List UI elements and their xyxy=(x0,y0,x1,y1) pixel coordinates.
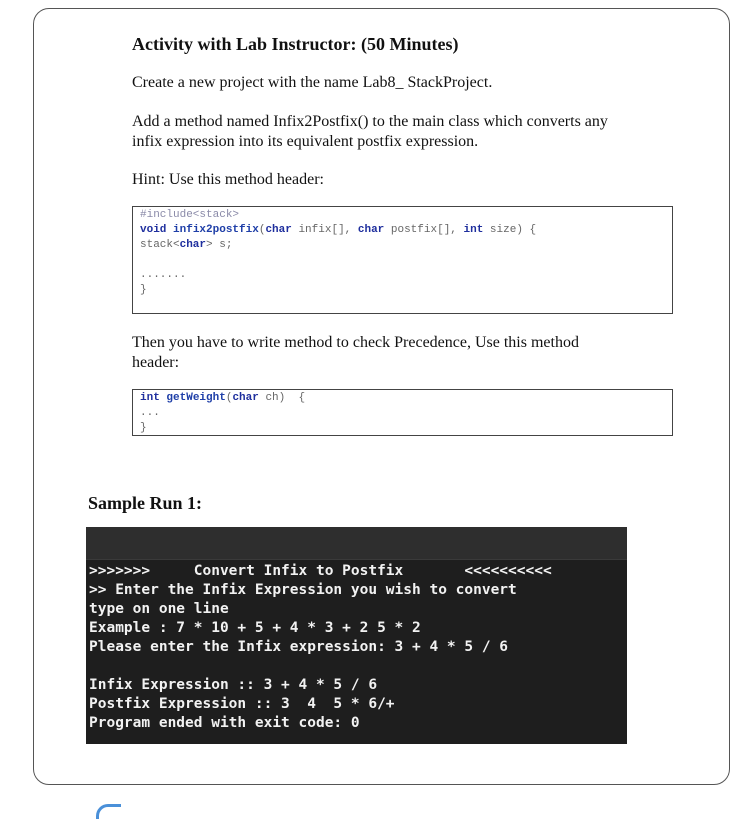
instruction-precedence-line2: header: xyxy=(132,354,180,371)
code-keyword: char xyxy=(179,239,207,251)
instruction-create-project: Create a new project with the name Lab8_ StackProject. xyxy=(132,74,493,91)
hint-text: Hint: Use this method header: xyxy=(132,171,324,188)
code-line xyxy=(140,223,665,238)
code-line xyxy=(140,253,665,268)
code-text: postfix[], xyxy=(384,224,464,236)
terminal-title-bar xyxy=(86,527,627,560)
code-line xyxy=(140,283,665,298)
code-text: ( xyxy=(258,224,266,236)
code-ellipsis: ... xyxy=(140,407,160,419)
code-line xyxy=(140,406,665,421)
code-close-brace: } xyxy=(140,422,147,434)
activity-heading: Activity with Lab Instructor: (50 Minutes) xyxy=(132,34,459,54)
code-ellipsis: ....... xyxy=(140,269,187,281)
code-text: ch) { xyxy=(258,392,306,404)
code-keyword: char xyxy=(357,224,385,236)
instruction-add-method-line2: infix expression into its equivalent postfix expression. xyxy=(132,133,479,150)
code-line xyxy=(140,208,665,223)
code-text: stack< xyxy=(140,239,180,251)
code-keyword: void xyxy=(140,224,167,236)
code-keyword: int xyxy=(140,392,160,404)
code-keyword: char xyxy=(232,392,259,404)
terminal-output xyxy=(86,527,627,744)
code-line xyxy=(140,238,665,253)
code-function-name: getWeight xyxy=(166,392,226,404)
terminal-line: >> Enter the Infix Expression you wish to convert xyxy=(89,582,517,598)
instruction-add-method xyxy=(132,112,608,152)
code-snippet-getweight xyxy=(132,389,673,436)
code-line xyxy=(140,268,665,283)
code-line xyxy=(140,391,665,406)
terminal-line: type on one line xyxy=(89,601,229,617)
code-close-brace: } xyxy=(140,284,147,296)
instruction-precedence xyxy=(132,333,579,373)
code-text: infix[], xyxy=(291,224,358,236)
code-include: #include<stack> xyxy=(140,209,240,221)
code-keyword: char xyxy=(265,224,292,236)
terminal-body xyxy=(86,560,627,735)
code-keyword: int xyxy=(463,224,484,236)
terminal-line: Program ended with exit code: 0 xyxy=(89,715,360,731)
terminal-line: >>>>>>> Convert Infix to Postfix <<<<<<<<<< xyxy=(89,563,552,579)
code-text: ( xyxy=(225,392,233,404)
sample-run-heading: Sample Run 1: xyxy=(88,493,203,513)
code-text: > s; xyxy=(206,239,233,251)
code-snippet-infix2postfix xyxy=(132,206,673,314)
terminal-line: Example : 7 * 10 + 5 + 4 * 3 + 2 5 * 2 xyxy=(89,620,421,636)
code-line xyxy=(140,421,665,436)
terminal-line: Infix Expression :: 3 + 4 * 5 / 6 xyxy=(89,677,378,693)
code-text: size) { xyxy=(483,224,537,236)
terminal-line: Postfix Expression :: 3 4 5 * 6/+ xyxy=(89,696,395,712)
terminal-blank-line xyxy=(89,657,624,676)
instruction-precedence-line1: Then you have to write method to check Precedence, Use this method xyxy=(132,334,579,351)
instruction-add-method-line1: Add a method named Infix2Postfix() to the main class which converts any xyxy=(132,113,608,130)
code-function-name: infix2postfix xyxy=(173,224,259,236)
terminal-line: Please enter the Infix expression: 3 + 4 * 5 / 6 xyxy=(89,639,509,655)
